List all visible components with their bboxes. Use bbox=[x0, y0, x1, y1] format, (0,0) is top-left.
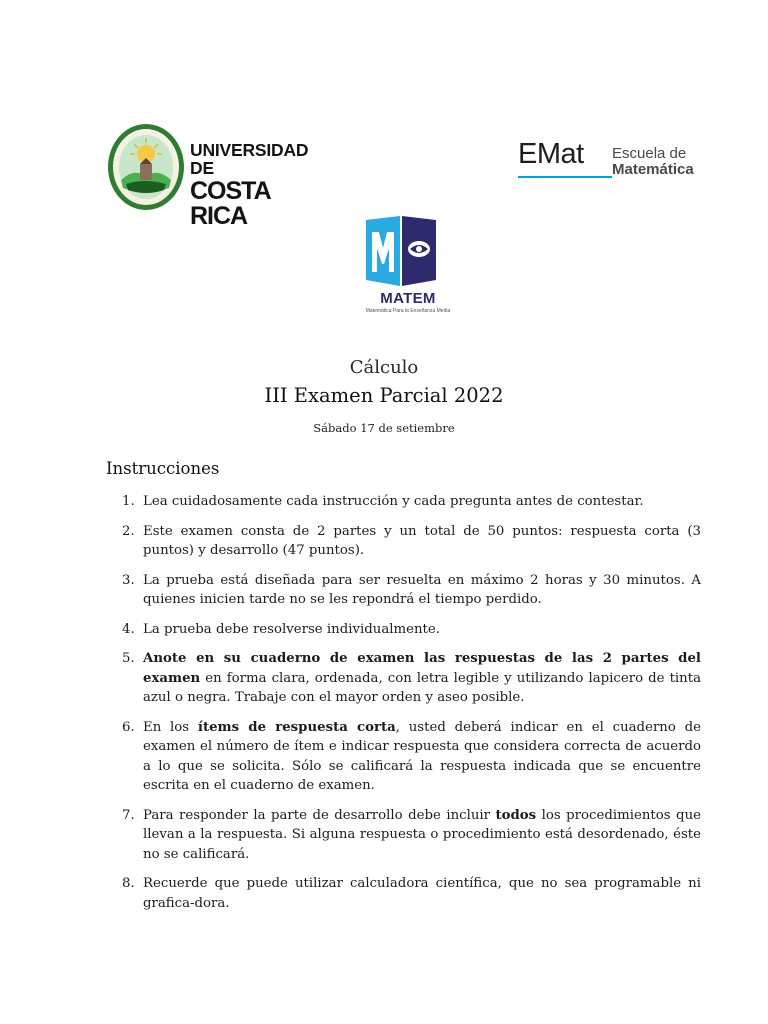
instruction-text-pre: Para responder la parte de desarrollo debe incluir bbox=[143, 807, 496, 823]
emat-line2: Matemática bbox=[612, 160, 694, 178]
ucr-seal-icon bbox=[106, 122, 186, 212]
instruction-item-8 bbox=[106, 874, 701, 913]
emat-logo bbox=[516, 140, 706, 184]
instruction-item-4 bbox=[106, 620, 701, 640]
instruction-text: en forma clara, ordenada, con letra legible y utilizando lapicero de tinta azul o negra. Trabaje con el mayor orden y aseo posible. bbox=[143, 670, 701, 705]
instruction-item-5 bbox=[106, 649, 701, 708]
instruction-bold-text: ítems de respuesta corta bbox=[197, 719, 396, 735]
course-name: Cálculo bbox=[349, 357, 419, 378]
matem-logo bbox=[358, 214, 458, 318]
emat-mark: EMat bbox=[518, 138, 584, 170]
instruction-number: 8. bbox=[122, 876, 135, 891]
instruction-text: La prueba está diseñada para ser resuelta en máximo 2 horas y 30 minutos. A quienes inicien tarde no se les repondrá el tiempo perdido. bbox=[143, 572, 701, 607]
instruction-text: Este examen consta de 2 partes y un total de 50 puntos: respuesta corta (3 puntos) y desarrollo (47 puntos). bbox=[143, 523, 701, 558]
instruction-text: La prueba debe resolverse individualmente. bbox=[143, 621, 440, 637]
instructions-list bbox=[106, 492, 701, 913]
ucr-name-line2: COSTA RICA bbox=[190, 177, 270, 230]
instruction-number: 7. bbox=[122, 807, 135, 823]
instruction-item-2 bbox=[106, 522, 701, 561]
exam-date: Sábado 17 de setiembre bbox=[313, 421, 455, 435]
emat-underline bbox=[518, 176, 612, 178]
ucr-name-line1: UNIVERSIDAD DE bbox=[190, 140, 309, 178]
instruction-text: Recuerde que puede utilizar calculadora científica, que no sea programable ni grafica-dora. bbox=[143, 876, 701, 911]
instruction-number: 3. bbox=[122, 572, 135, 588]
matem-subtitle: Matemática Para la Enseñanza Media bbox=[365, 308, 451, 314]
instruction-number: 6. bbox=[122, 719, 135, 735]
instruction-text: los procedimientos que llevan a la respuesta. Si alguna respuesta o procedimiento está desordenado, éste no se calificará. bbox=[143, 807, 701, 862]
instruction-number: 5. bbox=[122, 651, 135, 666]
exam-title: III Examen Parcial 2022 bbox=[264, 384, 504, 407]
instruction-item-7 bbox=[106, 806, 701, 865]
instruction-item-6 bbox=[106, 718, 701, 796]
instructions-heading: Instrucciones bbox=[106, 459, 220, 478]
instruction-item-3 bbox=[106, 571, 701, 610]
instruction-number: 1. bbox=[122, 494, 135, 509]
emat-school-name bbox=[612, 146, 694, 178]
matem-emblem-icon bbox=[358, 214, 458, 288]
instruction-number: 2. bbox=[122, 523, 135, 539]
matem-title: MATEM bbox=[380, 290, 436, 307]
instruction-number: 4. bbox=[122, 621, 135, 637]
ucr-logo bbox=[106, 122, 318, 230]
instruction-text: , usted deberá indicar en el cuaderno de examen el número de ítem e indicar respuesta que considera correcta de acuerdo a lo que se solicita. Sólo se calificará la respuesta indicada que se encuentre escrita en el cuaderno de examen. bbox=[143, 719, 702, 793]
instruction-item-1 bbox=[106, 492, 701, 512]
instruction-text: Lea cuidadosamente cada instrucción y cada pregunta antes de contestar. bbox=[143, 494, 644, 509]
ucr-wordmark bbox=[190, 142, 318, 229]
instruction-text-pre: En los bbox=[143, 719, 198, 735]
emat-line1: Escuela de bbox=[612, 145, 687, 162]
instruction-bold-text: Anote en su cuaderno de examen las respuestas de las 2 partes del examen bbox=[143, 651, 701, 686]
instruction-bold-text: todos bbox=[495, 807, 537, 823]
